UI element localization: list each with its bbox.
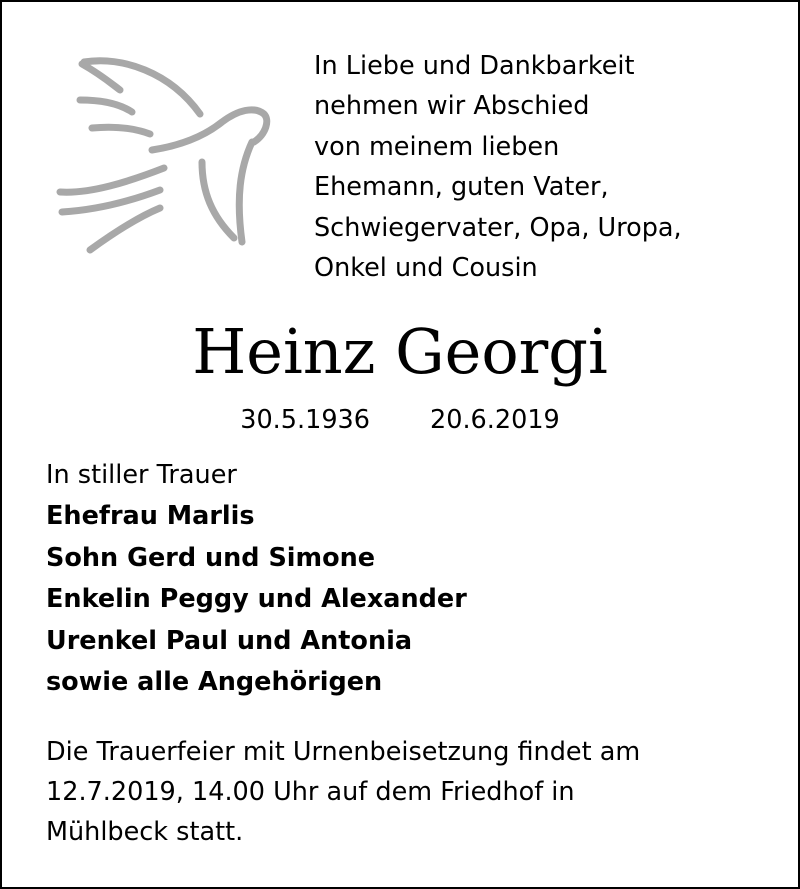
dove-icon <box>52 42 277 267</box>
intro-line: Ehemann, guten Vater, <box>314 172 609 203</box>
ceremony-line: Mühlbeck statt. <box>46 817 244 847</box>
mourner-entry: Urenkel Paul und Antonia <box>46 625 413 656</box>
ceremony-line: Die Trauerfeier mit Urnenbeisetzung findet am <box>46 737 641 767</box>
death-date: 20.6.2019 <box>430 405 560 435</box>
mourner-entry: sowie alle Angehörigen <box>46 666 383 697</box>
mourner-entry: Ehefrau Marlis <box>46 501 255 532</box>
ceremony-info <box>46 732 640 852</box>
birth-date: 30.5.1936 <box>240 405 370 435</box>
mourners-intro: In stiller Trauer <box>46 460 237 490</box>
intro-line: In Liebe und Dankbarkeit <box>314 51 635 81</box>
intro-line: von meinem lieben <box>314 131 560 162</box>
intro-line: nehmen wir Abschied <box>314 91 590 122</box>
mourner-entry: Enkelin Peggy und Alexander <box>46 584 467 615</box>
mourner-entry: Sohn Gerd und Simone <box>46 542 376 573</box>
intro-text <box>314 46 682 288</box>
intro-line: Onkel und Cousin <box>314 252 538 283</box>
intro-line: Schwiegervater, Opa, Uropa, <box>314 212 682 243</box>
deceased-name: Heinz Georgi <box>192 315 608 388</box>
life-dates <box>2 400 798 440</box>
ceremony-line: 12.7.2019, 14.00 Uhr auf dem Friedhof in <box>46 777 575 807</box>
mourners-list <box>46 455 467 703</box>
